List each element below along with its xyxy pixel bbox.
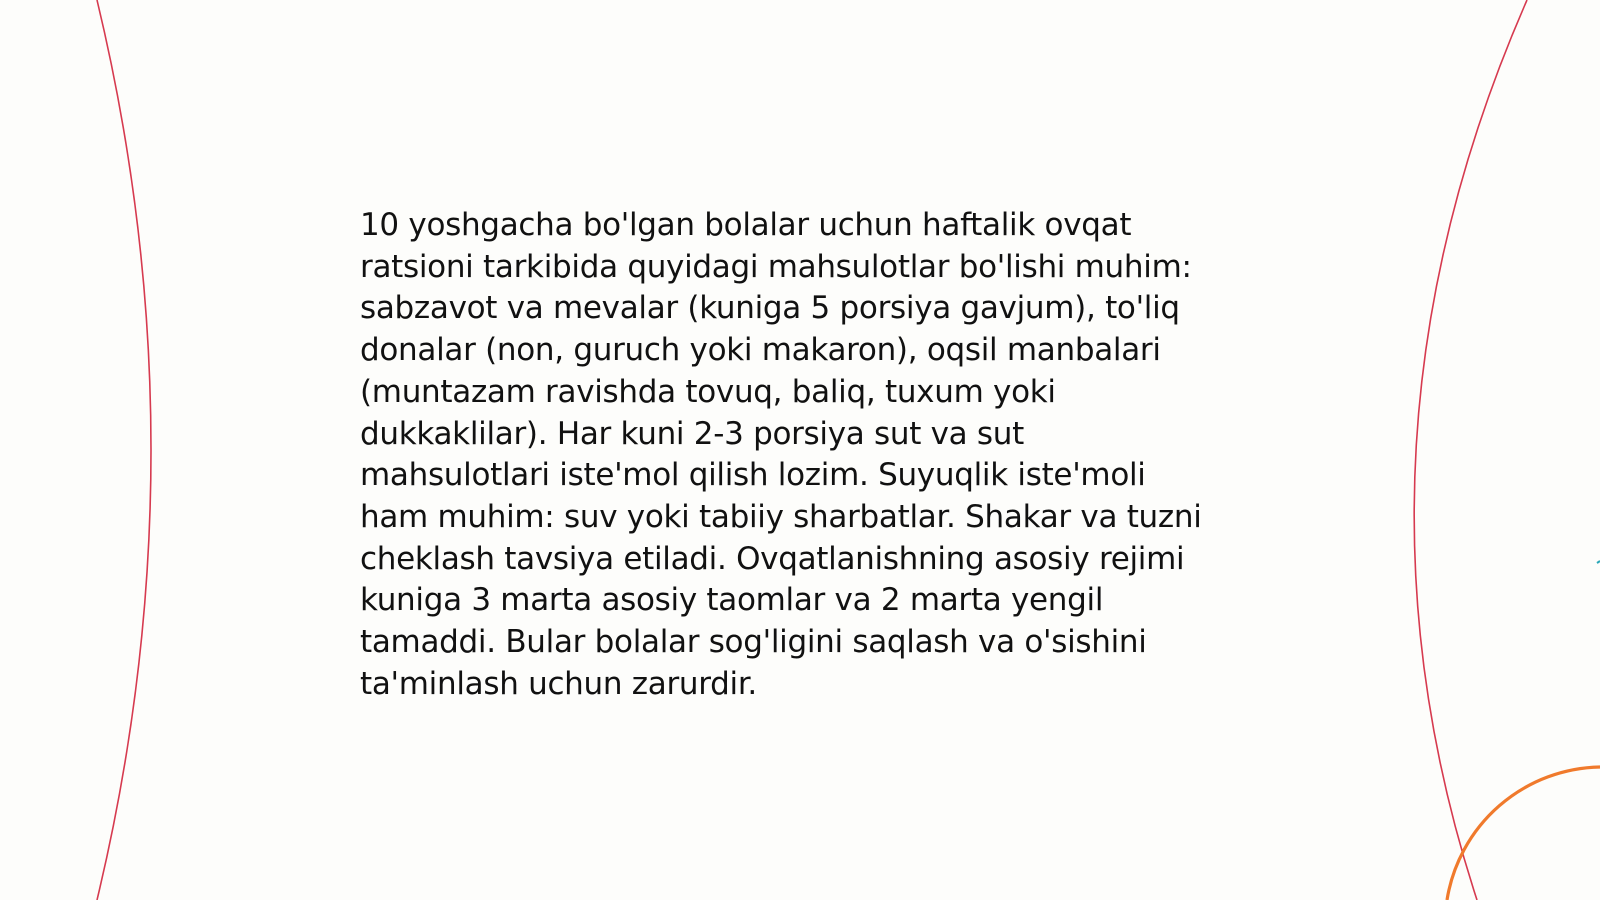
right-red-arc <box>1414 0 1527 900</box>
slide-body-text: 10 yoshgacha bo'lgan bolalar uchun haftalik ovqat ratsioni tarkibida quyidagi mahsulotlar bo'lishi muhim: sabzavot va mevalar (kuniga 5 porsiya gavjum), to'liq donalar (non, guruch yoki makaron), oqsil manbalari (muntazam ravishda tovuq, baliq, tuxum yoki dukkaklilar). Har kuni 2-3 porsiya sut va sut mahsulotlari iste'mol qilish lozim. Suyuqlik iste'moli ham muhim: suv yoki tabiiy sharbatlar. Shakar va tuzni cheklash tavsiya etiladi. Ovqatlanishning asosiy rejimi kuniga 3 marta asosiy taomlar va 2 marta yengil tamaddi. Bular bolalar sog'ligini saqlash va o'sishini ta'minlash uchun zarurdir. <box>360 207 1202 702</box>
left-red-arc <box>97 0 151 900</box>
